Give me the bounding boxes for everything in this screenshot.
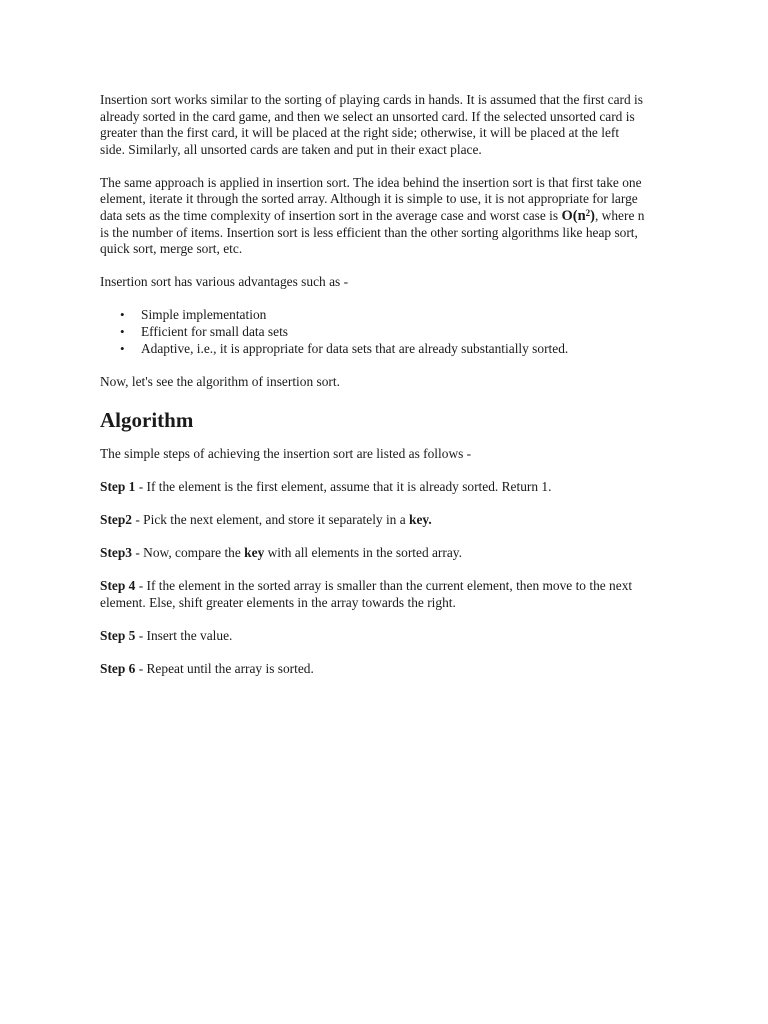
step-text: - Insert the value. [135, 628, 233, 644]
step-label: Step 4 [100, 578, 136, 594]
algorithm-transition: Now, let's see the algorithm of insertion sort. [100, 373, 340, 389]
step-label: Step3 [100, 545, 132, 561]
step-label: Step2 [100, 512, 132, 528]
key-term: key. [409, 512, 432, 528]
step-1 [100, 479, 645, 496]
big-o-text: O(n [561, 208, 586, 225]
big-o-close: ) [590, 208, 595, 225]
list-item: • Simple implementation [141, 307, 645, 324]
advantages-intro: Insertion sort has various advantages such as - [100, 274, 349, 290]
big-o-exponent: 2 [585, 208, 591, 219]
step-text: - Pick the next element, and store it separately in a [132, 512, 410, 528]
step-label: Step 6 [100, 661, 136, 677]
algorithm-lead: The simple steps of achieving the insertion sort are listed as follows - [100, 445, 472, 461]
intro-paragraph-2 [100, 175, 645, 258]
step-text-tail: with all elements in the sorted array. [264, 545, 462, 561]
document-body [100, 92, 645, 695]
advantages-list [100, 307, 645, 357]
step-text: - If the element in the sorted array is smaller than the current element, then move to the next element. Else, shift greater elements in the array towards the right. [100, 578, 633, 611]
intro-paragraph-2-tail: , where n is the number of items. Insertion sort is less efficient than the other sorting algorithms like heap sort, quick sort, merge sort, etc. [100, 208, 645, 257]
step-4 [100, 578, 645, 611]
step-label: Step 1 [100, 478, 136, 494]
key-term: key [244, 545, 265, 561]
list-item: • Efficient for small data sets [141, 324, 645, 341]
step-text: - Now, compare the [132, 545, 245, 561]
intro-paragraph-2-text: The same approach is applied in insertion sort. The idea behind the insertion sort is that first take one element, iterate it through the sorted array. Although it is simple to use, it is not appropriate for large data sets as the time complexity of insertion sort in the average case and worst case is [100, 174, 642, 224]
step-5 [100, 628, 645, 645]
step-2 [100, 512, 645, 529]
step-3 [100, 545, 645, 562]
step-text: - If the element is the first element, assume that it is already sorted. Return 1. [135, 478, 552, 494]
algorithm-heading: Algorithm [100, 407, 194, 432]
intro-paragraph-1: Insertion sort works similar to the sorting of playing cards in hands. It is assumed that the first card is already sorted in the card game, and then we select an unsorted card. If the selected unsorted card is greater than the first card, it will be placed at the right side; otherwise, it will be placed at the left side. Similarly, all unsorted cards are taken and put in their exact place. [100, 92, 643, 157]
list-item: • Adaptive, i.e., it is appropriate for data sets that are already substantially sorted. [141, 341, 645, 358]
big-o-notation [561, 208, 595, 224]
step-label: Step 5 [100, 628, 136, 644]
step-text: - Repeat until the array is sorted. [135, 661, 314, 677]
step-6 [100, 661, 645, 678]
